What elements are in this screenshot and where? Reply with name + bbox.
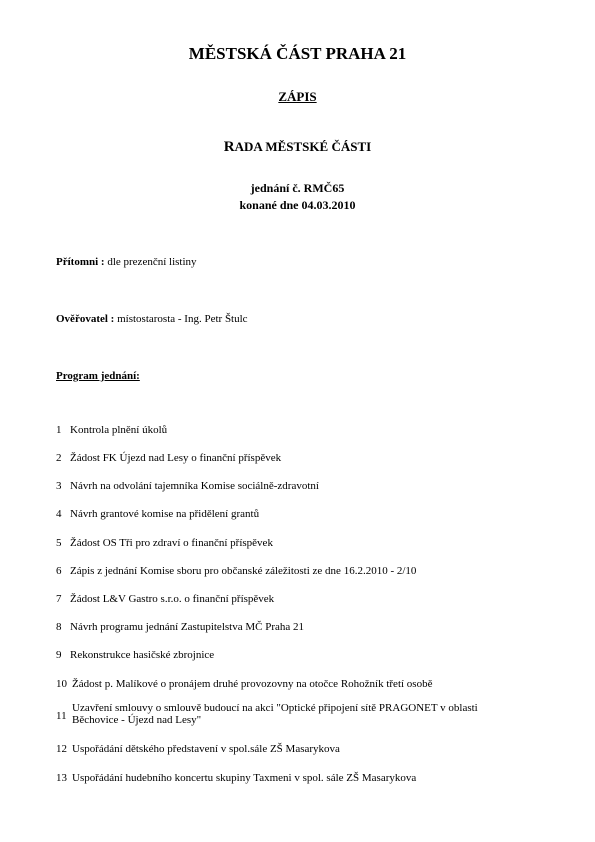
item-number: 10 bbox=[56, 678, 67, 690]
item-text: Žádost p. Malíkové o pronájem druhé provozovny na otočce Rohožník třetí osobě bbox=[72, 678, 433, 690]
item-text: Žádost FK Újezd nad Lesy o finanční příspěvek bbox=[70, 452, 282, 464]
item-text: Uspořádání hudebního koncertu skupiny Taxmeni v spol. sále ZŠ Masarykova bbox=[72, 772, 417, 784]
item-number: 8 bbox=[56, 621, 62, 633]
council-heading bbox=[0, 139, 595, 156]
item-number: 13 bbox=[56, 772, 67, 784]
item-number: 11 bbox=[56, 710, 67, 722]
attendance-line bbox=[56, 256, 197, 268]
program-title: Program jednání: bbox=[56, 370, 140, 382]
item-number: 12 bbox=[56, 743, 67, 755]
item-text: Návrh grantové komise na přidělení grantů bbox=[70, 508, 260, 520]
item-number: 6 bbox=[56, 565, 62, 577]
item-text: Uspořádání dětského představení v spol.sále ZŠ Masarykova bbox=[72, 743, 340, 755]
attendance-label: Přítomni : bbox=[56, 256, 105, 268]
item-text: Rekonstrukce hasičské zbrojnice bbox=[70, 649, 215, 661]
item-number: 4 bbox=[56, 508, 62, 520]
document-type-heading: ZÁPIS bbox=[278, 89, 317, 104]
meeting-date: konané dne 04.03.2010 bbox=[239, 198, 356, 212]
item-text-line1: Uzavření smlouvy o smlouvě budoucí na akci "Optické připojení sítě PRAGONET v oblasti bbox=[72, 702, 478, 714]
item-text: Zápis z jednání Komise sboru pro občanské záležitosti ze dne 16.2.2010 - 2/10 bbox=[70, 565, 417, 577]
item-number: 7 bbox=[56, 593, 62, 605]
item-text-line2: Běchovice - Újezd nad Lesy" bbox=[72, 714, 202, 726]
council-heading-rest: ADA MĚSTSKÉ ČÁSTI bbox=[234, 139, 372, 154]
item-number: 3 bbox=[56, 480, 62, 492]
council-heading-initial: R bbox=[223, 139, 235, 155]
list-item bbox=[56, 702, 526, 728]
meeting-number: jednání č. RMČ65 bbox=[250, 181, 345, 195]
municipality-title: MĚSTSKÁ ČÁST PRAHA 21 bbox=[188, 44, 407, 63]
item-number: 1 bbox=[56, 424, 62, 436]
item-text: Žádost OS Tři pro zdraví o finanční příspěvek bbox=[70, 537, 273, 549]
item-text: Návrh programu jednání Zastupitelstva MČ Praha 21 bbox=[70, 621, 305, 633]
attendance-value: dle prezenční listiny bbox=[104, 256, 197, 268]
item-number: 2 bbox=[56, 452, 62, 464]
verifier-line bbox=[56, 313, 248, 325]
verifier-value: místostarosta - Ing. Petr Štulc bbox=[114, 313, 248, 325]
verifier-label: Ověřovatel : bbox=[56, 313, 115, 325]
item-number: 9 bbox=[56, 649, 62, 661]
item-text: Návrh na odvolání tajemníka Komise sociálně-zdravotní bbox=[70, 480, 319, 492]
item-text: Žádost L&V Gastro s.r.o. o finanční příspěvek bbox=[70, 593, 275, 605]
item-text: Kontrola plnění úkolů bbox=[70, 424, 168, 436]
item-number: 5 bbox=[56, 537, 62, 549]
